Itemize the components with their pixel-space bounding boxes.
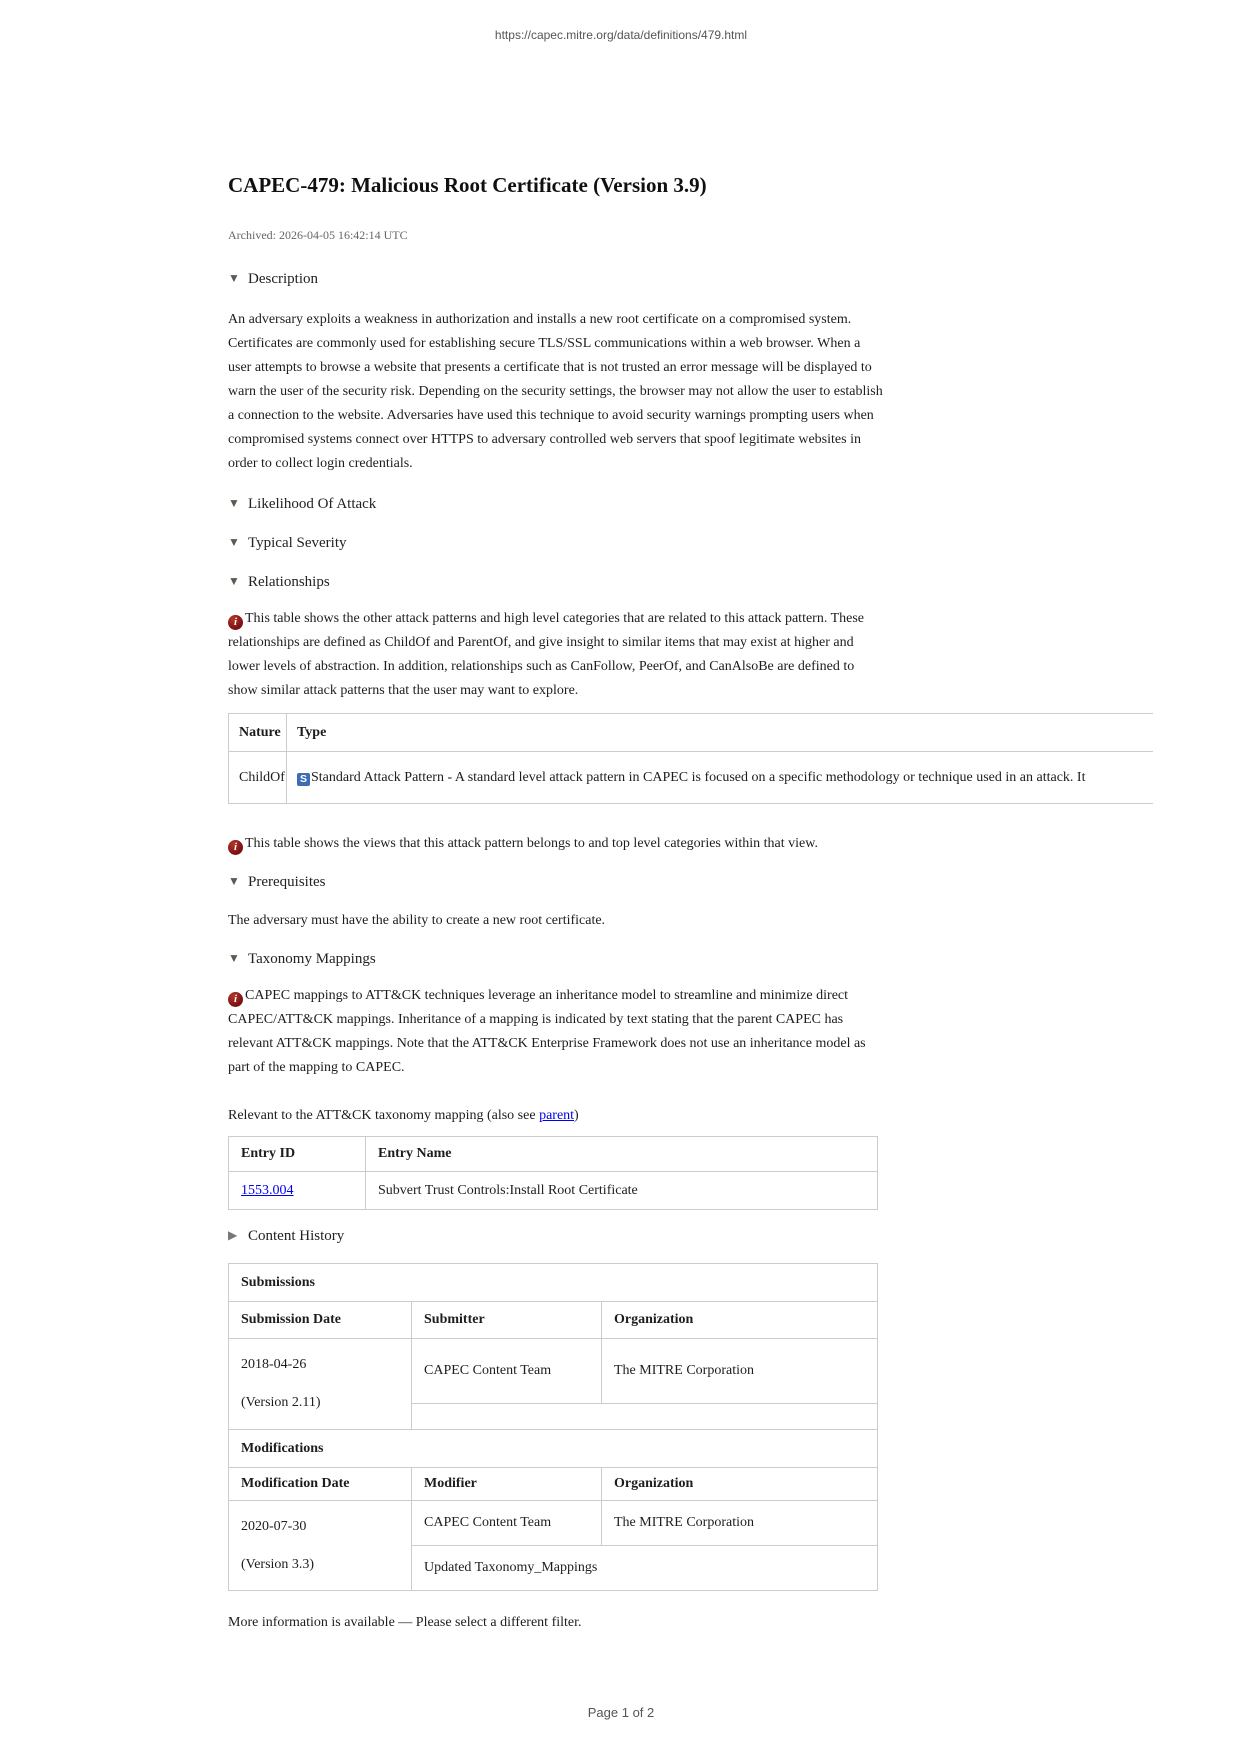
info-icon: i <box>228 992 243 1007</box>
expand-triangle-icon: ▼ <box>228 951 240 965</box>
taxonomy-entry-row <box>229 1172 878 1210</box>
standard-attack-pattern-icon: S <box>297 773 310 786</box>
section-label: Content History <box>248 1228 345 1244</box>
section-taxonomy-mappings[interactable] <box>228 949 888 968</box>
submission-version: (Version 2.11) <box>241 1395 321 1410</box>
relationships-info-note <box>228 607 883 703</box>
submitter-cell: CAPEC Content Team <box>412 1339 602 1404</box>
relationships-info-text: This table shows the other attack patterns and high level categories that are related to this attack pattern. These relationships are defined as ChildOf and ParentOf, and give insight to similar items that may exist at higher and lower levels of abstraction. In addition, relationships such as CanFollow, PeerOf, and CanAlsoBe are defined to show similar attack patterns that the user may want to explore. <box>228 611 865 698</box>
organization-header: Organization <box>602 1468 878 1501</box>
entry-id-link[interactable]: 1553.004 <box>241 1182 294 1198</box>
page-content <box>228 0 1086 1631</box>
expand-triangle-icon: ▼ <box>228 535 240 549</box>
taxonomy-info-text: CAPEC mappings to ATT&CK techniques leverage an inheritance model to streamline and minimize direct CAPEC/ATT&CK mappings. Inheritance of a mapping is indicated by text stating that the parent CAPEC has relevant ATT&CK mappings. Note that the ATT&CK Enterprise Framework does not use an inheritance model as part of the mapping to CAPEC. <box>228 988 866 1075</box>
modification-date-cell <box>229 1501 412 1591</box>
modifier-header: Modifier <box>412 1468 602 1501</box>
taxonomy-info-note <box>228 984 883 1080</box>
page-number: Page 1 of 2 <box>587 1705 655 1720</box>
nature-cell: ChildOf <box>229 752 287 804</box>
section-label: Relationships <box>248 574 330 590</box>
organization-cell: The MITRE Corporation <box>602 1339 878 1404</box>
taxonomy-relevant-line <box>228 1104 883 1128</box>
collapsed-triangle-icon: ▶ <box>228 1228 238 1242</box>
entry-name-cell: Subvert Trust Controls:Install Root Certificate <box>366 1172 878 1210</box>
section-label: Description <box>248 271 318 287</box>
section-description[interactable] <box>228 269 888 288</box>
section-label: Prerequisites <box>248 874 326 890</box>
submission-date-cell <box>229 1339 412 1430</box>
views-info-text: This table shows the views that this attack pattern belongs to and top level categories within that view. <box>245 836 818 851</box>
section-typical-severity[interactable] <box>228 533 888 552</box>
section-prerequisites[interactable] <box>228 872 888 891</box>
organization-cell: The MITRE Corporation <box>602 1501 878 1546</box>
relationship-row <box>229 752 1154 804</box>
modifications-title: Modifications <box>229 1430 878 1468</box>
page-title: CAPEC-479: Malicious Root Certificate (Version 3.9) <box>228 173 707 197</box>
document-url: https://capec.mitre.org/data/definitions/479.html <box>494 28 748 42</box>
description-text: An adversary exploits a weakness in authorization and installs a new root certificate on a compromised system. Certificates are commonly used for establishing secure TLS/SSL communications within a web browser. When a user attempts to browse a website that presents a certificate that is not trusted an error message will be displayed to warn the user of the security risk. Depending on the security settings, the browser may not allow the user to establish a connection to the website. Adversaries have used this technique to avoid security warnings prompting users when compromised systems connect over HTTPS to adversary controlled web servers that spoof legitimate websites in order to collect login credentials. <box>228 312 883 471</box>
submission-date-header: Submission Date <box>229 1302 412 1339</box>
parent-link[interactable]: parent <box>539 1108 575 1123</box>
section-content-history[interactable] <box>228 1226 888 1245</box>
expand-triangle-icon: ▼ <box>228 574 240 588</box>
prerequisites-text: The adversary must have the ability to create a new root certificate. <box>228 913 606 928</box>
info-icon: i <box>228 615 243 630</box>
archived-timestamp: Archived: 2026-04-05 16:42:14 UTC <box>228 228 408 242</box>
submissions-title: Submissions <box>229 1264 878 1302</box>
submitter-header: Submitter <box>412 1302 602 1339</box>
relevant-prefix: Relevant to the ATT&CK taxonomy mapping (also see <box>228 1108 540 1123</box>
type-text: Standard Attack Pattern - A standard level attack pattern in CAPEC is focused on a specific methodology or technique used in an attack. It <box>311 769 1086 785</box>
column-header-type: Type <box>287 714 1154 752</box>
modifier-cell: CAPEC Content Team <box>412 1501 602 1546</box>
submission-date: 2018-04-26 <box>241 1357 307 1372</box>
relationships-table <box>228 713 1153 804</box>
more-info-text: More information is available — Please select a different filter. <box>228 1615 582 1630</box>
organization-header: Organization <box>602 1302 878 1339</box>
expand-triangle-icon: ▼ <box>228 874 240 888</box>
content-history-table <box>228 1263 878 1591</box>
section-label: Taxonomy Mappings <box>248 951 376 967</box>
taxonomy-mapping-table <box>228 1136 878 1210</box>
relevant-suffix: ) <box>574 1108 579 1123</box>
section-label: Typical Severity <box>248 535 347 551</box>
modification-date-header: Modification Date <box>229 1468 412 1501</box>
modification-version: (Version 3.3) <box>241 1556 315 1572</box>
section-label: Likelihood Of Attack <box>248 496 377 512</box>
modification-date: 2020-07-30 <box>241 1518 307 1534</box>
column-header-entry-name: Entry Name <box>366 1137 878 1172</box>
column-header-entry-id: Entry ID <box>229 1137 366 1172</box>
section-likelihood-of-attack[interactable] <box>228 494 888 513</box>
type-cell <box>287 752 1154 804</box>
expand-triangle-icon: ▼ <box>228 496 240 510</box>
modification-row <box>229 1501 878 1546</box>
submission-row <box>229 1339 878 1404</box>
views-info-note <box>228 832 883 856</box>
column-header-nature: Nature <box>229 714 287 752</box>
modification-comment-cell: Updated Taxonomy_Mappings <box>412 1546 878 1591</box>
expand-triangle-icon: ▼ <box>228 271 240 285</box>
section-relationships[interactable] <box>228 572 888 591</box>
submission-comment-cell <box>412 1404 878 1430</box>
info-icon: i <box>228 840 243 855</box>
